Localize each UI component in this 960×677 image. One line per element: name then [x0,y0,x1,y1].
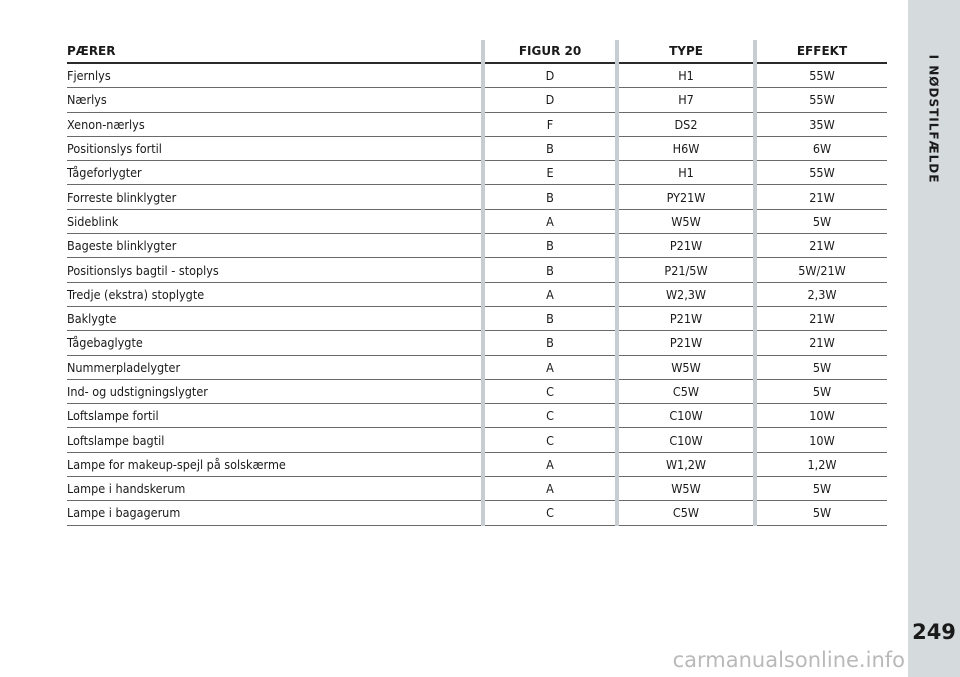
table-row [67,185,887,209]
wattage-cell: 2,3W [755,282,887,306]
bulb-name-cell: Positionslys fortil [67,136,483,160]
wattage-cell: 5W/21W [755,258,887,282]
wattage-cell: 6W [755,136,887,160]
section-label-text: I NØDSTILFÆLDE [926,54,940,184]
wattage-cell: 55W [755,161,887,185]
bulb-name-cell: Lampe i handskerum [67,477,483,501]
table-body [67,63,887,525]
wattage-cell: 1,2W [755,452,887,476]
header-paerer: PÆRER [67,40,483,63]
figure-cell: B [483,258,617,282]
table-row [67,477,887,501]
watermark: carmanualsonline.info [672,648,905,672]
wattage-cell: 35W [755,112,887,136]
bulb-name-cell: Xenon-nærlys [67,112,483,136]
type-cell: W5W [617,477,755,501]
table-row [67,306,887,330]
figure-cell: A [483,355,617,379]
type-cell: PY21W [617,185,755,209]
table-row [67,258,887,282]
type-cell: P21W [617,306,755,330]
figure-cell: E [483,161,617,185]
figure-cell: A [483,452,617,476]
type-cell: H6W [617,136,755,160]
wattage-cell: 55W [755,63,887,88]
table-row [67,331,887,355]
figure-cell: C [483,379,617,403]
table-row [67,209,887,233]
type-cell: H1 [617,161,755,185]
bulb-name-cell: Ind- og udstigningslygter [67,379,483,403]
figure-cell: C [483,501,617,525]
wattage-cell: 10W [755,428,887,452]
type-cell: H7 [617,88,755,112]
type-cell: C10W [617,428,755,452]
table-row [67,428,887,452]
bulb-table [67,40,887,526]
table-header-row [67,40,887,63]
type-cell: W5W [617,355,755,379]
wattage-cell: 5W [755,209,887,233]
bulb-name-cell: Sideblink [67,209,483,233]
figure-cell: A [483,209,617,233]
type-cell: P21W [617,331,755,355]
bulb-name-cell: Tågeforlygter [67,161,483,185]
section-label [918,44,948,194]
bulb-table-container [67,40,887,526]
wattage-cell: 10W [755,404,887,428]
figure-cell: C [483,428,617,452]
wattage-cell: 21W [755,185,887,209]
table-row [67,501,887,525]
bulb-name-cell: Loftslampe bagtil [67,428,483,452]
table-row [67,379,887,403]
type-cell: P21/5W [617,258,755,282]
figure-cell: C [483,404,617,428]
type-cell: H1 [617,63,755,88]
figure-cell: A [483,282,617,306]
figure-cell: D [483,63,617,88]
figure-cell: B [483,136,617,160]
bulb-name-cell: Baklygte [67,306,483,330]
header-type: TYPE [617,40,755,63]
bulb-name-cell: Lampe i bagagerum [67,501,483,525]
table-row [67,88,887,112]
type-cell: C5W [617,501,755,525]
type-cell: C10W [617,404,755,428]
table-row [67,161,887,185]
wattage-cell: 55W [755,88,887,112]
type-cell: DS2 [617,112,755,136]
figure-cell: B [483,306,617,330]
wattage-cell: 5W [755,477,887,501]
bulb-name-cell: Bageste blinklygter [67,234,483,258]
table-row [67,63,887,88]
table-row [67,452,887,476]
figure-cell: B [483,185,617,209]
header-effekt: EFFEKT [755,40,887,63]
bulb-name-cell: Lampe for makeup-spejl på solskærme [67,452,483,476]
figure-cell: D [483,88,617,112]
table-row [67,112,887,136]
table-row [67,355,887,379]
wattage-cell: 5W [755,355,887,379]
type-cell: W2,3W [617,282,755,306]
bulb-name-cell: Nummerpladelygter [67,355,483,379]
page-number: 249 [912,620,956,644]
bulb-name-cell: Fjernlys [67,63,483,88]
wattage-cell: 21W [755,306,887,330]
wattage-cell: 21W [755,331,887,355]
wattage-cell: 21W [755,234,887,258]
table-row [67,234,887,258]
table-row [67,136,887,160]
bulb-name-cell: Tredje (ekstra) stoplygte [67,282,483,306]
bulb-name-cell: Forreste blinklygter [67,185,483,209]
type-cell: W5W [617,209,755,233]
type-cell: P21W [617,234,755,258]
wattage-cell: 5W [755,379,887,403]
bulb-name-cell: Nærlys [67,88,483,112]
figure-cell: F [483,112,617,136]
type-cell: C5W [617,379,755,403]
header-figur: FIGUR 20 [483,40,617,63]
figure-cell: A [483,477,617,501]
wattage-cell: 5W [755,501,887,525]
bulb-name-cell: Tågebaglygte [67,331,483,355]
table-row [67,282,887,306]
figure-cell: B [483,331,617,355]
bulb-name-cell: Positionslys bagtil - stoplys [67,258,483,282]
figure-cell: B [483,234,617,258]
bulb-name-cell: Loftslampe fortil [67,404,483,428]
table-row [67,404,887,428]
type-cell: W1,2W [617,452,755,476]
